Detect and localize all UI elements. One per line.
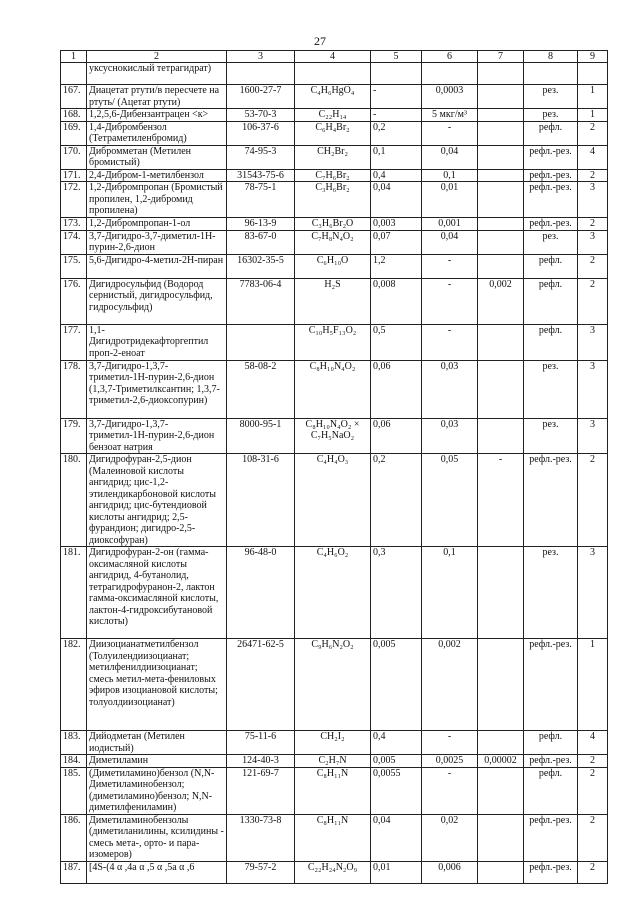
row-number: 186. [61,814,87,861]
cas-number: 74-95-3 [227,145,295,169]
table-row [61,454,608,547]
column-header: 4 [295,51,371,63]
exposure-type: рез. [524,109,578,122]
cas-number: 96-13-9 [227,218,295,231]
value-col7: 0,00002 [478,755,524,768]
cas-number: 31543-75-6 [227,169,295,182]
cas-number: 16302-35-5 [227,254,295,278]
exposure-type: рефл.-рез. [524,861,578,883]
substance-name: Дийодметан (Метилен иодистый) [87,731,227,755]
row-number: 175. [61,254,87,278]
chemical-formula: C₆H₄Br₂ [295,121,371,145]
substance-name: 5,6-Дигидро-4-метил-2Н-пиран [87,254,227,278]
value-col5: - [371,109,422,122]
value-col6: 0,03 [422,360,478,418]
row-number: 171. [61,169,87,182]
table-row [61,324,608,360]
chemical-formula: C₂₂H₁₄ [295,109,371,122]
row-number: 185. [61,767,87,814]
hazard-class: 4 [578,145,608,169]
row-number: 174. [61,230,87,254]
table-row [61,230,608,254]
hazard-class: 2 [578,861,608,883]
table-row [61,814,608,861]
table-row [61,63,608,85]
row-number: 172. [61,182,87,218]
cas-number: 75-11-6 [227,731,295,755]
value-col6: 0,0003 [422,85,478,109]
row-number: 177. [61,324,87,360]
value-col6: 0,04 [422,230,478,254]
hazard-class: 3 [578,547,608,639]
value-col5: 0,008 [371,278,422,324]
value-col5: 0,3 [371,547,422,639]
table-row [61,360,608,418]
substance-table [60,50,608,884]
table-row [61,547,608,639]
column-header: 5 [371,51,422,63]
value-col6: - [422,731,478,755]
hazard-class: 3 [578,324,608,360]
hazard-class: 2 [578,218,608,231]
cas-number: 8000-95-1 [227,418,295,454]
value-col5: - [371,85,422,109]
value-col7 [478,731,524,755]
row-number: 184. [61,755,87,768]
value-col5: 0,06 [371,418,422,454]
value-col7 [478,418,524,454]
value-col7 [478,814,524,861]
substance-name: уксуснокислый тетрагидрат) [87,63,227,85]
value-col7 [478,218,524,231]
value-col7: - [478,454,524,547]
chemical-formula: H₂S [295,278,371,324]
page-number: 27 [314,34,326,48]
table-row [61,169,608,182]
value-col6: 0,002 [422,639,478,731]
substance-name: 1,2,5,6-Дибензантрацен <к> [87,109,227,122]
exposure-type: рефл. [524,121,578,145]
row-number: 176. [61,278,87,324]
value-col6: 0,0025 [422,755,478,768]
table-row [61,639,608,731]
substance-name: Дигидрофуран-2,5-дион (Малеиновой кислоты ангидрид; цис-1,2-этилендикарбоновой кислоты ангидрид; цис-бутендиовой кислоты ангидрид; 2,5-фурандион; дигидро-2,5-диоксофуран) [87,454,227,547]
hazard-class: 2 [578,169,608,182]
substance-name: (Диметиламино)бензол (N,N-Диметиламинобензол; (диметиламино)бензол; N,N-диметилфениламин) [87,767,227,814]
table-row [61,861,608,883]
substance-name: 1,4-Дибромбензол (Тетраметиленбромид) [87,121,227,145]
value-col6: 0,05 [422,454,478,547]
value-col5: 0,4 [371,169,422,182]
value-col7 [478,861,524,883]
exposure-type: рефл.-рез. [524,755,578,768]
row-number: 187. [61,861,87,883]
cas-number: 124-40-3 [227,755,295,768]
hazard-class: 4 [578,731,608,755]
column-header: 3 [227,51,295,63]
column-header: 9 [578,51,608,63]
value-col5: 0,2 [371,454,422,547]
substance-name: 1,2-Дибромпропан (Бромистый пропилен, 1,2-дибромид пропилена) [87,182,227,218]
value-col5: 0,1 [371,145,422,169]
cas-number: 83-67-0 [227,230,295,254]
chemical-formula: CH₂Br₂ [295,145,371,169]
cas-number: 1330-73-8 [227,814,295,861]
chemical-formula: C₄H₆HgO₄ [295,85,371,109]
cas-number: 106-37-6 [227,121,295,145]
value-col5: 0,01 [371,861,422,883]
cas-number: 53-70-3 [227,109,295,122]
value-col6: 0,1 [422,547,478,639]
value-col6: - [422,767,478,814]
chemical-formula: C₂₂H₂₄N₂O₉ [295,861,371,883]
hazard-class: 2 [578,767,608,814]
table-row [61,418,608,454]
hazard-class: 3 [578,230,608,254]
chemical-formula: C₇H₆Br₂ [295,169,371,182]
row-number: 180. [61,454,87,547]
value-col6: - [422,254,478,278]
exposure-type: рез. [524,547,578,639]
value-col5: 0,06 [371,360,422,418]
value-col5: 0,5 [371,324,422,360]
hazard-class: 2 [578,254,608,278]
hazard-class: 2 [578,278,608,324]
exposure-type: рефл.-рез. [524,218,578,231]
exposure-type: рефл. [524,767,578,814]
value-col5 [371,63,422,85]
value-col6: - [422,278,478,324]
column-header: 2 [87,51,227,63]
chemical-formula: CH₂I₂ [295,731,371,755]
chemical-formula: C₇H₈N₄O₂ [295,230,371,254]
column-header: 1 [61,51,87,63]
substance-name: Диацетат ртути/в пересчете на ртуть/ (Ацетат ртути) [87,85,227,109]
substance-name: Диметиламин [87,755,227,768]
table-row [61,85,608,109]
row-number: 183. [61,731,87,755]
value-col6: 0,006 [422,861,478,883]
exposure-type: рефл. [524,324,578,360]
header-row [61,51,608,63]
value-col6: - [422,324,478,360]
hazard-class: 2 [578,814,608,861]
value-col7 [478,63,524,85]
value-col5: 0,005 [371,755,422,768]
column-header: 7 [478,51,524,63]
value-col6: 0,1 [422,169,478,182]
substance-name: 1,1-Дигидротридекафторгептил проп-2-еноат [87,324,227,360]
cas-number: 121-69-7 [227,767,295,814]
exposure-type: рефл.-рез. [524,169,578,182]
chemical-formula: C₄H₄O₃ [295,454,371,547]
row-number: 182. [61,639,87,731]
substance-name: 2,4-Дибром-1-метилбензол [87,169,227,182]
substance-name: Дибромметан (Метилен бромистый) [87,145,227,169]
value-col5: 0,2 [371,121,422,145]
cas-number: 26471-62-5 [227,639,295,731]
chemical-formula: C₈H₁₁N [295,814,371,861]
row-number: 181. [61,547,87,639]
chemical-formula: C₈H₁₀N₄O₂ [295,360,371,418]
table-row [61,278,608,324]
row-number: 168. [61,109,87,122]
value-col7 [478,182,524,218]
value-col7 [478,360,524,418]
value-col5: 0,4 [371,731,422,755]
hazard-class: 3 [578,182,608,218]
value-col5: 0,005 [371,639,422,731]
substance-name: Диизоцианатметилбензол (Толуилендиизоцианат; метилфенилдиизоцианат; смесь метил-мета-фениловых эфиров изоциановой кислоты; толуолдиизоцианат) [87,639,227,731]
substance-name: 3,7-Дигидро-3,7-диметил-1Н-пурин-2,6-дион [87,230,227,254]
value-col6: 0,001 [422,218,478,231]
exposure-type [524,63,578,85]
value-col7 [478,85,524,109]
substance-name: Дигидросульфид (Водород сернистый, дигидросульфид, гидросульфид) [87,278,227,324]
value-col7 [478,639,524,731]
table-row [61,254,608,278]
value-col6: 0,04 [422,145,478,169]
table-row [61,767,608,814]
table-row [61,218,608,231]
cas-number: 7783-06-4 [227,278,295,324]
substance-name: [4S-(4 α ,4a α ,5 α ,5a α ,6 [87,861,227,883]
exposure-type: рефл.-рез. [524,639,578,731]
value-col6: 5 мкг/м³ [422,109,478,122]
table-row [61,109,608,122]
value-col6 [422,63,478,85]
value-col7 [478,169,524,182]
cas-number: 78-75-1 [227,182,295,218]
column-header: 8 [524,51,578,63]
exposure-type: рефл.-рез. [524,454,578,547]
substance-name: Дигидрофуран-2-он (гамма-оксимасляной кислоты ангидрид, 4-бутанолид, тетрагидрофуранон-2, лактон гамма-оксимасляной кислоты, лактон-4-гидроксибутановой кислоты) [87,547,227,639]
chemical-formula: C₆H₁₀O [295,254,371,278]
exposure-type: рефл. [524,731,578,755]
row-number: 178. [61,360,87,418]
substance-name: Диметиламинобензолы (диметиланилины, ксилидины - смесь мета-, орто- и пара-изомеров) [87,814,227,861]
value-col7 [478,324,524,360]
table-row [61,731,608,755]
exposure-type: рез. [524,230,578,254]
table-row [61,121,608,145]
exposure-type: рез. [524,360,578,418]
exposure-type: рефл.-рез. [524,145,578,169]
chemical-formula: C₄H₆O₂ [295,547,371,639]
value-col7 [478,767,524,814]
hazard-class: 2 [578,121,608,145]
hazard-class: 2 [578,755,608,768]
value-col6: 0,03 [422,418,478,454]
exposure-type: рефл. [524,254,578,278]
cas-number: 58-08-2 [227,360,295,418]
column-header: 6 [422,51,478,63]
row-number: 170. [61,145,87,169]
value-col7 [478,145,524,169]
chemical-formula [295,63,371,85]
value-col6: 0,01 [422,182,478,218]
value-col7 [478,254,524,278]
value-col6: - [422,121,478,145]
hazard-class: 3 [578,418,608,454]
table-row [61,182,608,218]
row-number: 167. [61,85,87,109]
row-number: 179. [61,418,87,454]
chemical-formula: C₃H₆Br₂ [295,182,371,218]
table-row [61,145,608,169]
value-col7: 0,002 [478,278,524,324]
cas-number: 96-48-0 [227,547,295,639]
hazard-class: 1 [578,85,608,109]
value-col7 [478,230,524,254]
substance-name: 3,7-Дигидро-1,3,7-триметил-1Н-пурин-2,6-дион (1,3,7-Триметилксантин; 1,3,7-триметил-2,6-диоксопурин) [87,360,227,418]
hazard-class: 2 [578,454,608,547]
exposure-type: рез. [524,85,578,109]
table-row [61,755,608,768]
value-col5: 0,04 [371,182,422,218]
value-col7 [478,109,524,122]
cas-number: 1600-27-7 [227,85,295,109]
value-col5: 1,2 [371,254,422,278]
hazard-class [578,63,608,85]
row-number [61,63,87,85]
exposure-type: рефл.-рез. [524,182,578,218]
chemical-formula: C₈H₁₁N [295,767,371,814]
value-col7 [478,547,524,639]
chemical-formula: C₉H₆N₂O₂ [295,639,371,731]
chemical-formula: C₁₀H₅F₁₃O₂ [295,324,371,360]
chemical-formula: C₂H₇N [295,755,371,768]
hazard-class: 3 [578,360,608,418]
cas-number [227,63,295,85]
exposure-type: рез. [524,418,578,454]
value-col7 [478,121,524,145]
value-col5: 0,003 [371,218,422,231]
chemical-formula: C₈H₁₀N₄O₂ × C₇H₅NaO₂ [295,418,371,454]
cas-number: 108-31-6 [227,454,295,547]
chemical-formula: C₃H₆Br₂O [295,218,371,231]
cas-number: 79-57-2 [227,861,295,883]
exposure-type: рефл.-рез. [524,814,578,861]
value-col5: 0,04 [371,814,422,861]
value-col5: 0,07 [371,230,422,254]
row-number: 169. [61,121,87,145]
hazard-class: 1 [578,639,608,731]
exposure-type: рефл. [524,278,578,324]
substance-name: 3,7-Дигидро-1,3,7-триметил-1Н-пурин-2,6-дион бензоат натрия [87,418,227,454]
cas-number [227,324,295,360]
hazard-class: 1 [578,109,608,122]
substance-name: 1,2-Дибромпропан-1-ол [87,218,227,231]
value-col6: 0,02 [422,814,478,861]
row-number: 173. [61,218,87,231]
value-col5: 0,0055 [371,767,422,814]
